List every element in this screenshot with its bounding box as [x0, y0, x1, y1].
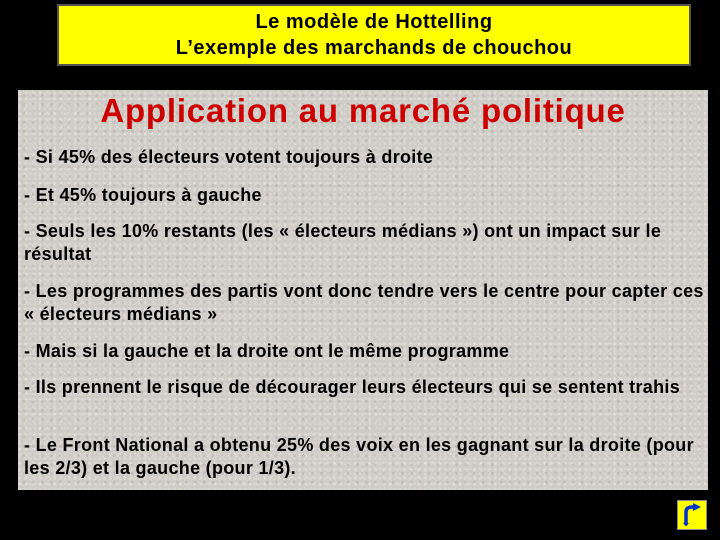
bullet-item: - Seuls les 10% restants (les « électeurs médians ») ont un impact sur le résultat: [24, 221, 662, 264]
content-panel: [18, 90, 708, 490]
return-arrow-icon: [681, 503, 703, 527]
title-line-2: L’exemple des marchands de chouchou: [175, 37, 573, 59]
slide-heading: Application au marché politique: [100, 92, 626, 129]
bullet-item: - Si 45% des électeurs votent toujours à droite: [24, 147, 434, 167]
bullet-item: - Le Front National a obtenu 25% des voix en les gagnant sur la droite (pour les 2/3) et la gauche (pour 1/3).: [24, 435, 694, 478]
bullet-item: - Et 45% toujours à gauche: [24, 185, 262, 205]
title-line-1: Le modèle de Hottelling: [255, 11, 493, 33]
bullet-item: - Ils prennent le risque de décourager leurs électeurs qui se sentent trahis: [24, 377, 680, 397]
return-button[interactable]: [677, 500, 707, 530]
bullet-item: - Les programmes des partis vont donc tendre vers le centre pour capter ces « électeurs médians »: [24, 281, 704, 324]
title-box: [57, 4, 691, 66]
bullet-item: - Mais si la gauche et la droite ont le même programme: [24, 341, 510, 361]
